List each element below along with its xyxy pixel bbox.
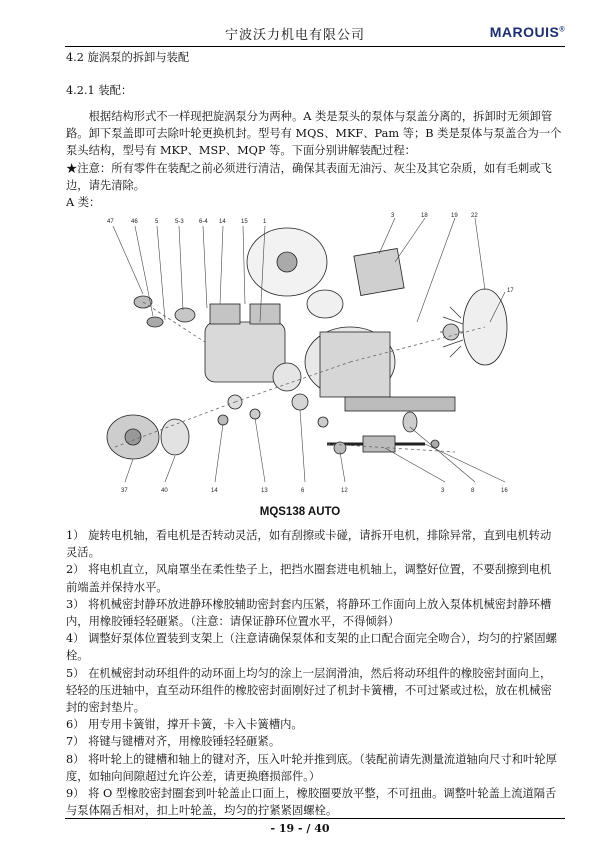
- brand-logo: [490, 24, 565, 40]
- page-number: - 19 - / 40: [270, 822, 330, 835]
- subsection-title: 4.2.1 装配：: [66, 84, 133, 97]
- svg-text:37: 37: [121, 488, 128, 494]
- svg-text:47: 47: [107, 219, 114, 225]
- registered-mark: ®: [559, 26, 565, 34]
- svg-text:6: 6: [301, 488, 305, 494]
- svg-text:3: 3: [441, 488, 445, 494]
- figure-caption: MQS138 AUTO: [259, 506, 341, 518]
- note-paragraph: ★注意：所有零件在装配之前必须进行清洁，确保其表面无油污、灰尘及其它杂质，如有毛刺或飞边，请先清除。: [66, 162, 552, 192]
- motor-base: [345, 397, 455, 411]
- svg-text:6-4: 6-4: [199, 219, 208, 225]
- svg-text:14: 14: [219, 219, 226, 225]
- step-7: 7） 将键与键槽对齐，用橡胶锤轻轻砸紧。: [66, 735, 281, 749]
- motor-casing: [320, 332, 390, 397]
- svg-text:22: 22: [471, 213, 478, 219]
- svg-text:17: 17: [507, 288, 514, 294]
- svg-text:8: 8: [471, 488, 475, 494]
- svg-text:5-3: 5-3: [175, 219, 184, 225]
- page-header: [65, 22, 565, 46]
- svg-text:15: 15: [241, 219, 248, 225]
- company-name: 宁波沃力机电有限公司: [225, 28, 366, 43]
- svg-text:14: 14: [211, 488, 218, 494]
- step-4: 4） 调整好泵体位置装到支架上（注意请确保泵体和支架的止口配合面完全吻合），均匀的拧紧固螺栓。: [66, 632, 557, 663]
- exploded-view-diagram: [95, 212, 525, 502]
- step-2: 2） 将电机直立，风扇罩坐在柔性垫子上，把挡水圈套进电机轴上，调整好位置，不要刮擦到电机前端盖并保持水平。: [66, 563, 552, 594]
- pump-body: [205, 322, 285, 382]
- header-rule: [65, 46, 565, 47]
- svg-text:16: 16: [501, 488, 508, 494]
- step-8: 8） 将叶轮上的键槽和轴上的键对齐，压入叶轮并推到底。（装配前请先测量流道轴向尺寸和叶轮厚度，如轴向间隙超过允许公差，请更换磨损部件。）: [66, 752, 557, 783]
- svg-text:46: 46: [131, 219, 138, 225]
- svg-text:1: 1: [263, 219, 267, 225]
- svg-text:12: 12: [341, 488, 348, 494]
- fan-cover-hub: [277, 252, 297, 272]
- logo-text: MAROUIS: [489, 24, 560, 40]
- svg-text:40: 40: [161, 488, 168, 494]
- step-1: 1） 旋转电机轴，看电机是否转动灵活，如有刮擦或卡碰，请拆开电机，排除异常，直到电机转动灵活。: [66, 529, 552, 560]
- footer-rule: [65, 818, 565, 819]
- step-3: 3） 将机械密封静环放进静环橡胶辅助密封套内压紧，将静环工作面向上放入泵体机械密封静环槽内，用橡胶锤轻轻砸紧。（注意：请保证静环位置水平，不得倾斜）: [66, 597, 552, 629]
- step-6: 6） 用专用卡簧钳，撑开卡簧，卡入卡簧槽内。: [66, 718, 303, 732]
- svg-text:18: 18: [421, 213, 428, 219]
- svg-text:5: 5: [155, 219, 159, 225]
- section-title: 4.2 旋涡泵的拆卸与装配: [66, 51, 190, 64]
- intro-paragraph: 根据结构形式不一样现把旋涡泵分为两种。A 类是泵头的泵体与泵盖分离的，拆卸时无须卸管路。卸下泵盖即可去除叶轮更换机封。型号有 MQS、MKF、Pam 等；B 类是泵体与泵盖合为一个泵头结构，型号有 MKP、MSP、MQP 等。下面分别讲解装配过程：: [66, 110, 562, 157]
- impeller: [161, 419, 189, 455]
- assembly-steps: [66, 527, 562, 819]
- type-a-label: A 类：: [66, 196, 101, 209]
- svg-text:3: 3: [391, 213, 395, 219]
- svg-text:13: 13: [261, 488, 268, 494]
- step-9: 9） 将 O 型橡胶密封圈套到叶轮盖止口面上，橡胶圈要放平整，不可扭曲。调整叶轮盖上流道隔舌与泵体隔舌相对，扣上叶轮盖，均匀的拧紧紧固螺栓。: [66, 787, 557, 818]
- step-5: 5） 在机械密封动环组件的动环面上均匀的涂上一层润滑油，然后将动环组件的橡胶密封面向上，轻轻的压进轴中，直至动环组件的橡胶密封面刚好过了机封卡簧槽，不可过紧或过松，放在机械密封的密封垫片。: [66, 666, 552, 715]
- terminal-box: [354, 248, 404, 295]
- svg-text:19: 19: [451, 213, 458, 219]
